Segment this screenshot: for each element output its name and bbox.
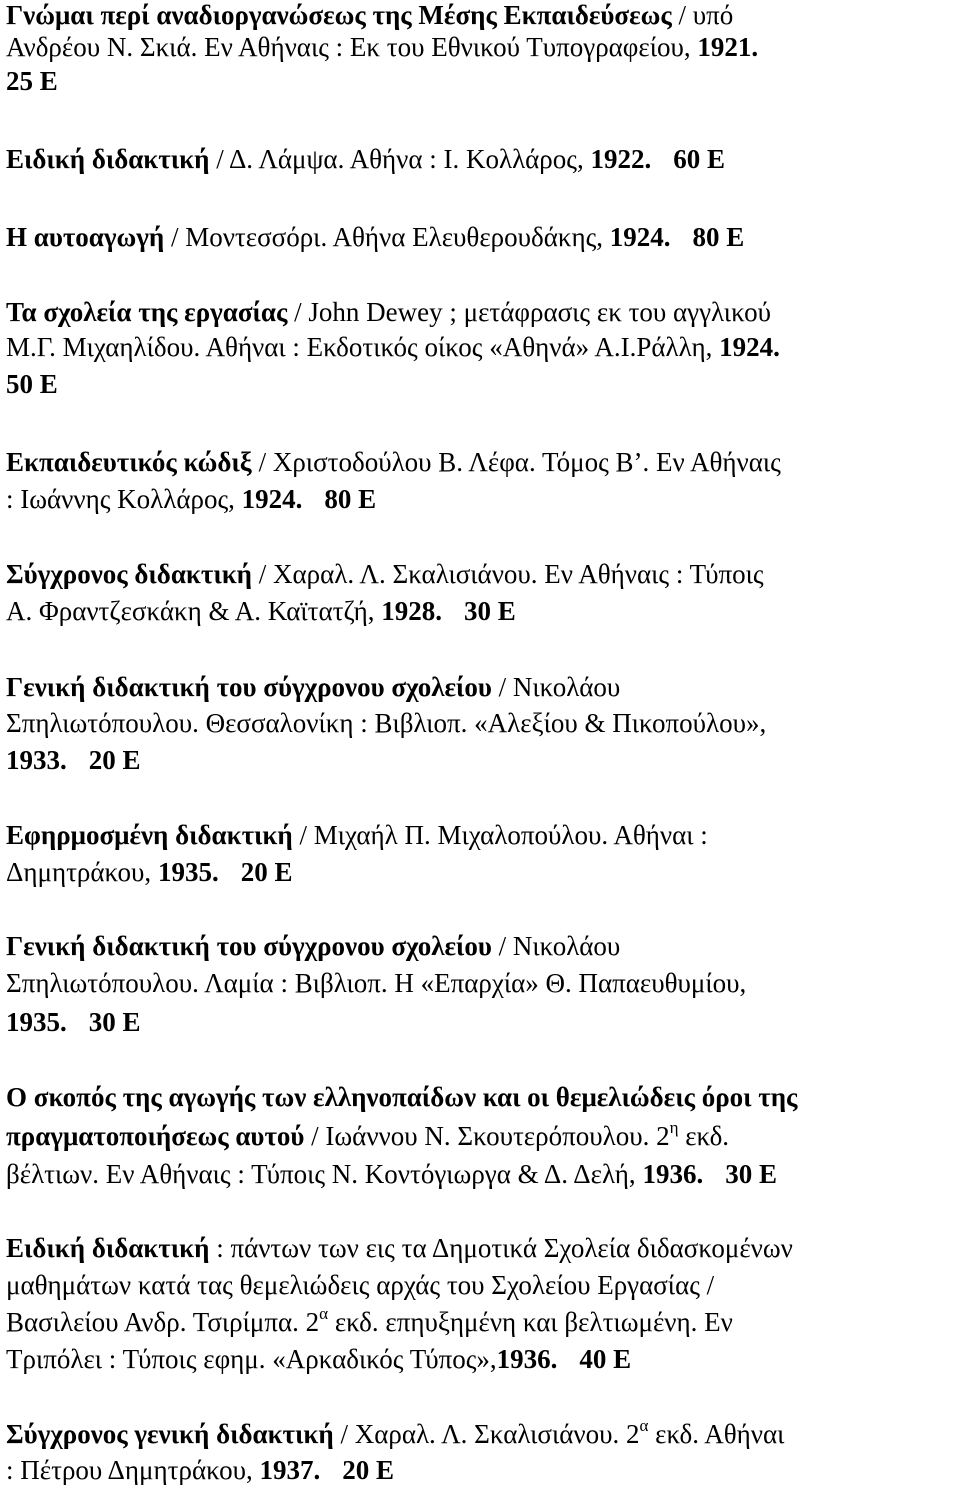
book-subtitle: : πάντων των εις τα Δημοτικά Σχολεία διδασκομένων — [209, 1233, 793, 1263]
book-year: 1935. — [6, 1007, 67, 1037]
entry-line — [6, 1118, 730, 1153]
entry-line — [6, 708, 766, 740]
entry-line — [6, 1082, 797, 1114]
book-title: Ειδική διδακτική — [6, 144, 210, 174]
book-title: Τα σχολεία της εργασίας — [6, 297, 288, 327]
book-year: 1936. — [642, 1159, 704, 1189]
edition-label: εκδ. επηυξημένη και βελτιωμένη. Εν — [328, 1307, 733, 1337]
entry-line — [6, 0, 733, 32]
book-author: / Μιχαήλ Π. Μιχαλοπούλου. Αθήναι : — [292, 820, 708, 850]
book-title-cont: πραγματοποιήσεως αυτού — [6, 1121, 305, 1151]
book-author: / Χριστοδούλου Β. Λέφα. Τόμος Β’. Εν Αθήναις — [251, 447, 781, 477]
entry-line — [6, 1270, 714, 1302]
book-author: / Νικολάου — [491, 931, 621, 961]
book-title: Γενική διδακτική του σύγχρονου σχολείου — [6, 931, 492, 961]
entry-line — [6, 745, 141, 777]
book-price: 20 Ε — [240, 857, 293, 887]
book-year: 1937. — [259, 1455, 321, 1485]
book-publication: Σπηλιωτόπουλου. Θεσσαλονίκη : Βιβλιοπ. «Αλεξίου & Πικοπούλου», — [6, 708, 767, 738]
book-price: 20 Ε — [342, 1455, 394, 1485]
entry-line — [6, 222, 744, 254]
entry-line — [6, 596, 516, 628]
book-author: Βασιλείου Ανδρ. Τσιρίμπα. 2 — [6, 1307, 320, 1337]
book-price: 20 Ε — [88, 745, 141, 775]
book-publication: : Πέτρου Δημητράκου, — [6, 1455, 260, 1485]
entry-line — [6, 1233, 793, 1265]
book-author: / Νικολάου — [491, 672, 621, 702]
book-title: Ο σκοπός της αγωγής των ελληνοπαίδων και οι θεμελιώδεις όροι της — [6, 1082, 798, 1112]
book-publication: / Μοντεσσόρι. Αθήνα Ελευθερουδάκης, — [164, 222, 610, 252]
entry-line — [6, 857, 292, 889]
entry-line — [6, 66, 58, 98]
entry-line — [6, 32, 758, 64]
edition-label: εκδ. Αθήναι — [648, 1419, 785, 1449]
book-title: Εκπαιδευτικός κώδιξ — [6, 447, 252, 477]
entry-line — [6, 332, 780, 364]
book-title: Εφηρμοσμένη διδακτική — [6, 820, 293, 850]
entry-line — [6, 968, 746, 1000]
book-title: Ειδική διδακτική — [6, 1233, 210, 1263]
book-year: 1935. — [157, 857, 219, 887]
book-publication: : Ιωάννης Κολλάρος, — [6, 484, 242, 514]
book-price: 30 Ε — [725, 1159, 777, 1189]
edition-superscript: η — [669, 1118, 679, 1137]
book-year: 1924. — [719, 332, 780, 362]
book-price: 50 Ε — [6, 369, 58, 399]
book-publication: βέλτιων. Εν Αθήναις : Τύποις Ν. Κοντόγιωργα & Δ. Δελή, — [6, 1159, 643, 1189]
book-price: 80 Ε — [692, 222, 745, 252]
entry-line — [6, 1159, 777, 1191]
entry-line — [6, 144, 725, 176]
book-price: 25 Ε — [6, 66, 58, 96]
book-price: 30 Ε — [88, 1007, 141, 1037]
book-author: / υπό — [671, 0, 734, 30]
book-title: Γενική διδακτική του σύγχρονου σχολείου — [6, 672, 492, 702]
book-publication: Μ.Γ. Μιχαηλίδου. Αθήναι : Εκδοτικός οίκος «Αθηνά» Α.Ι.Ράλλη, — [6, 332, 720, 362]
book-title: Σύγχρονος γενική διδακτική — [6, 1419, 334, 1449]
book-price: 60 Ε — [673, 144, 725, 174]
entry-line — [6, 447, 781, 479]
book-author: / Ιωάννου Ν. Σκουτερόπουλου. 2 — [304, 1121, 670, 1151]
book-subtitle-cont: μαθημάτων κατά τας θεμελιώδεις αρχάς του Σχολείου Εργασίας / — [6, 1270, 715, 1300]
book-author: / Χαραλ. Λ. Σκαλισιάνου. 2 — [333, 1419, 640, 1449]
book-author: / Χαραλ. Λ. Σκαλισιάνου. Εν Αθήναις : Τύποις — [252, 559, 764, 589]
entry-line — [6, 931, 620, 963]
entry-line — [6, 559, 764, 591]
entry-line — [6, 1455, 394, 1487]
entry-line — [6, 1344, 631, 1376]
book-year: 1924. — [241, 484, 303, 514]
entry-line — [6, 369, 58, 401]
book-year: 1933. — [6, 745, 67, 775]
entry-line — [6, 672, 620, 704]
entry-line — [6, 297, 771, 329]
edition-label: εκδ. — [678, 1121, 730, 1151]
book-publication: Ανδρέου Ν. Σκιά. Εν Αθήναις : Εκ του Εθνικού Τυπογραφείου, — [6, 32, 698, 62]
entry-line — [6, 820, 708, 852]
book-publication: / Δ. Λάμψα. Αθήνα : Ι. Κολλάρος, — [209, 144, 591, 174]
book-year: 1924. — [609, 222, 671, 252]
book-price: 80 Ε — [324, 484, 377, 514]
edition-superscript: α — [639, 1416, 649, 1435]
entry-line — [6, 484, 376, 516]
book-publication: Δημητράκου, — [6, 857, 158, 887]
book-title: Η αυτοαγωγή — [6, 222, 165, 252]
book-author: / John Dewey ; μετάφρασις εκ του αγγλικού — [287, 297, 771, 327]
entry-line — [6, 1416, 785, 1451]
book-price: 30 Ε — [463, 596, 516, 626]
book-publication: Α. Φραντζεσκάκη & Α. Καϊτατζή, — [6, 596, 382, 626]
book-year: 1928. — [381, 596, 442, 626]
entry-line — [6, 1304, 733, 1339]
entry-line — [6, 1007, 141, 1039]
book-publication: Σπηλιωτόπουλου. Λαμία : Βιβλιοπ. Η «Επαρχία» Θ. Παπαευθυμίου, — [6, 968, 747, 998]
book-year: 1922. — [590, 144, 652, 174]
book-price: 40 Ε — [579, 1344, 632, 1374]
edition-superscript: α — [319, 1304, 329, 1323]
book-title: Γνώμαι περί αναδιοργανώσεως της Μέσης Εκπαιδεύσεως — [6, 0, 672, 30]
book-title: Σύγχρονος διδακτική — [6, 559, 253, 589]
book-year: 1936. — [496, 1344, 558, 1374]
book-year: 1921. — [697, 32, 759, 62]
book-publication: Τριπόλει : Τύποις εφημ. «Αρκαδικός Τύπος», — [6, 1344, 497, 1374]
